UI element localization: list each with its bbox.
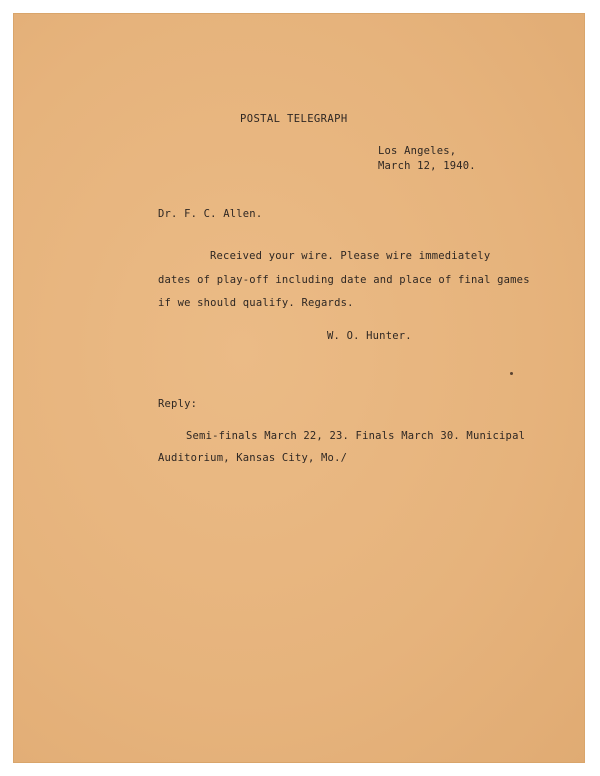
- reply-label: Reply:: [158, 398, 198, 410]
- letter-date: March 12, 1940.: [378, 160, 476, 172]
- telegraph-header: POSTAL TELEGRAPH: [240, 113, 348, 125]
- sender-location: Los Angeles,: [378, 145, 457, 157]
- body-line-2: dates of play-off including date and place of final games: [158, 274, 530, 286]
- body-line-1: Received your wire. Please wire immediately: [210, 250, 491, 262]
- addressee: Dr. F. C. Allen.: [158, 208, 263, 220]
- signature: W. O. Hunter.: [327, 330, 412, 342]
- reply-line-1: Semi-finals March 22, 23. Finals March 30. Municipal: [186, 430, 526, 442]
- telegram-page: [13, 13, 585, 763]
- reply-line-2: Auditorium, Kansas City, Mo./: [158, 452, 348, 464]
- paper-speck: [510, 372, 513, 375]
- body-line-3: if we should qualify. Regards.: [158, 297, 354, 309]
